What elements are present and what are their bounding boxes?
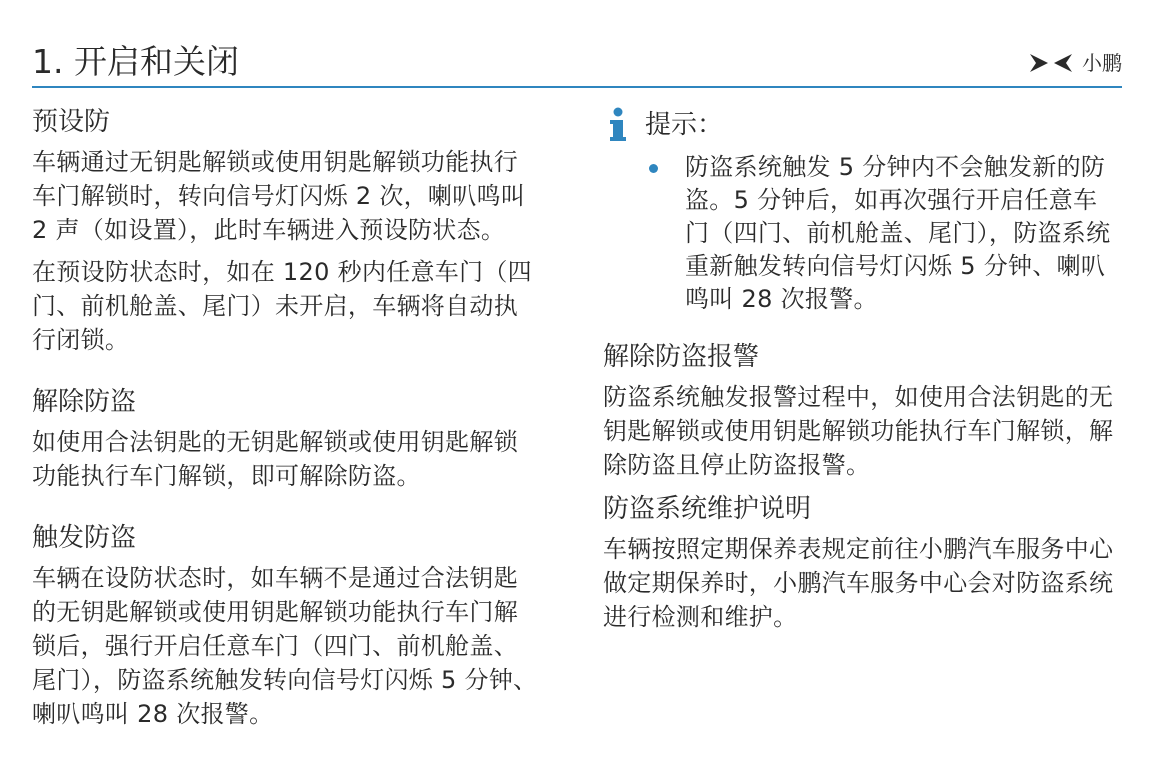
tip-header [603,103,1118,147]
tip-title: 提示： [645,110,724,140]
section-preset-arm [32,103,542,357]
section-title: 预设防 [32,107,111,137]
page-header [32,40,1122,88]
section-trigger-alarm [32,519,542,731]
section-cancel-alarm [603,338,1118,482]
tip-list [603,151,1118,316]
paragraph: 如使用合法钥匙的无钥匙解锁或使用钥匙解锁功能执行车门解锁，即可解除防盗。 [32,428,518,490]
right-column [603,103,1118,642]
section-title: 解除防盗报警 [603,342,760,372]
paragraph: 车辆通过无钥匙解锁或使用钥匙解锁功能执行车门解锁时，转向信号灯闪烁 2 次，喇叭鸣叫 2 声（如设置），此时车辆进入预设防状态。 [32,148,526,244]
paragraph: 车辆在设防状态时，如车辆不是通过合法钥匙的无钥匙解锁或使用钥匙解锁功能执行车门解锁后，强行开启任意车门（四门、前机舱盖、尾门），防盗系统触发转向信号灯闪烁 5 分钟、喇叭鸣叫 28 次报警。 [32,564,538,728]
paragraph: 在预设防状态时，如在 120 秒内任意车门（四门、前机舱盖、尾门）未开启，车辆将自动执行闭锁。 [32,258,532,354]
tip-text: 防盗系统触发 5 分钟内不会触发新的防盗。5 分钟后，如再次强行开启任意车门（四门、前机舱盖、尾门），防盗系统重新触发转向信号灯闪烁 5 分钟、喇叭鸣叫 28 次报警。 [685,153,1111,313]
page-title: 1. 开启和关闭 [32,42,239,81]
brand-name: 小鹏 [1082,51,1122,75]
info-icon [603,106,633,144]
brand [1028,50,1122,76]
paragraph: 防盗系统触发报警过程中，如使用合法钥匙的无钥匙解锁或使用钥匙解锁功能执行车门解锁，解除防盗且停止防盗报警。 [603,383,1114,479]
section-title: 触发防盗 [32,523,137,553]
list-item [645,151,1118,316]
tip-box [603,103,1118,316]
bullet-icon [649,164,658,173]
section-maintenance [603,490,1118,634]
section-title: 解除防盗 [32,387,137,417]
xpeng-logo-icon [1028,52,1074,74]
paragraph: 车辆按照定期保养表规定前往小鹏汽车服务中心做定期保养时，小鹏汽车服务中心会对防盗系统进行检测和维护。 [603,535,1114,631]
left-column [32,103,542,739]
section-title: 防盗系统维护说明 [603,494,812,524]
section-disarm [32,383,542,493]
